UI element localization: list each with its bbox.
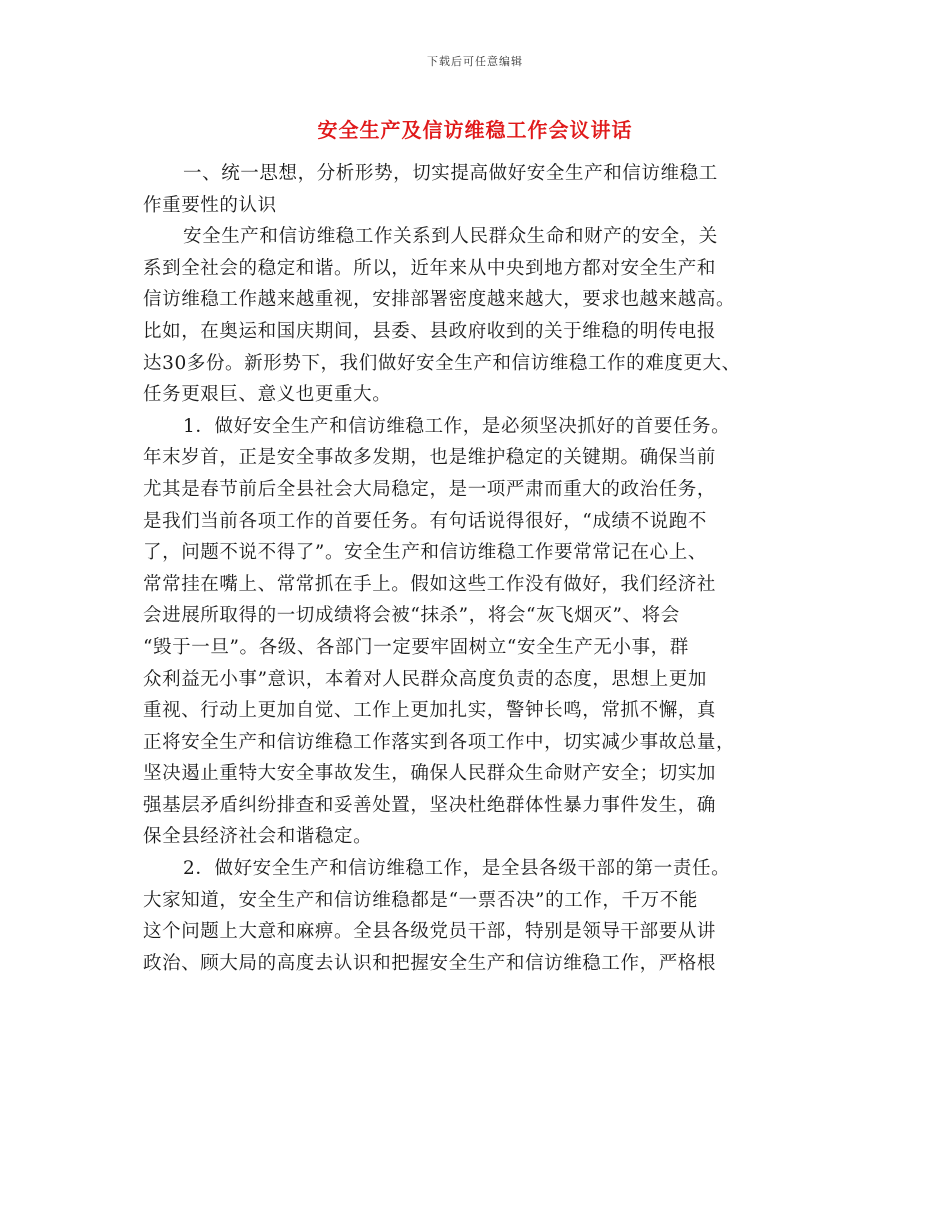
text-line: 保全县经济社会和谐稳定。 — [143, 826, 373, 848]
document-title: 安全生产及信访维稳工作会议讲话 — [317, 118, 633, 142]
text-line: 一、统一思想，分析形势，切实提高做好安全生产和信访维稳工 — [183, 163, 718, 184]
text-line: 强基层矛盾纠纷排查和妥善处置，坚决杜绝群体性暴力事件发生，确 — [143, 794, 717, 816]
text-line: 了，问题不说不得了”。安全生产和信访维稳工作要常常记在心上、 — [143, 542, 707, 564]
text-line: 这个问题上大意和麻痹。全县各级党员干部，特别是领导干部要从讲 — [143, 921, 717, 943]
text-line: 众利益无小事”意识，本着对人民群众高度负责的态度，思想上更加 — [143, 668, 707, 690]
page-header: 下载后可任意编辑 — [427, 55, 523, 68]
text-line: 信访维稳工作越来越重视，安排部署密度越来越大，要求也越来越高。 — [143, 289, 736, 311]
text-line: 政治、顾大局的高度去认识和把握安全生产和信访维稳工作，严格根 — [143, 952, 717, 974]
text-line: 重视、行动上更加自觉、工作上更加扎实，警钟长鸣，常抓不懈，真 — [143, 700, 717, 722]
text-line: 比如，在奥运和国庆期间，县委、县政府收到的关于维稳的明传电报 — [143, 320, 717, 342]
text-line: “毁于一旦”。各级、各部门一定要牢固树立“安全生产无小事，群 — [143, 636, 689, 658]
text-line: 常常挂在嘴上、常常抓在手上。假如这些工作没有做好，我们经济社 — [143, 573, 717, 595]
text-line: 1．做好安全生产和信访维稳工作，是必须坚决抓好的首要任务。 — [183, 415, 731, 437]
text-line: 尤其是春节前后全县社会大局稳定，是一项严肃而重大的政治任务， — [143, 478, 717, 500]
text-line: 年末岁首，正是安全事故多发期，也是维护稳定的关键期。确保当前 — [143, 447, 717, 469]
text-line: 作重要性的认识 — [143, 194, 277, 216]
text-line: 达30多份。新形势下，我们做好安全生产和信访维稳工作的难度更大、 — [143, 352, 741, 374]
text-line: 是我们当前各项工作的首要任务。有句话说得很好，“成绩不说跑不 — [143, 510, 707, 532]
text-line: 会进展所取得的一切成绩将会被“抹杀”，将会“灰飞烟灭”、将会 — [143, 605, 680, 627]
text-line: 安全生产和信访维稳工作关系到人民群众生命和财产的安全，关 — [183, 226, 718, 248]
document-body — [143, 158, 823, 979]
text-line: 系到全社会的稳定和谐。所以，近年来从中央到地方都对安全生产和 — [143, 257, 717, 279]
text-line: 坚决遏止重特大安全事故发生，确保人民群众生命财产安全；切实加 — [143, 763, 717, 785]
text-line: 2．做好安全生产和信访维稳工作，是全县各级干部的第一责任。 — [183, 858, 731, 880]
text-line: 正将安全生产和信访维稳工作落实到各项工作中，切实减少事故总量， — [143, 731, 736, 753]
text-line: 任务更艰巨、意义也更重大。 — [143, 384, 392, 406]
text-line: 大家知道，安全生产和信访维稳都是“一票否决”的工作，千万不能 — [143, 889, 698, 911]
